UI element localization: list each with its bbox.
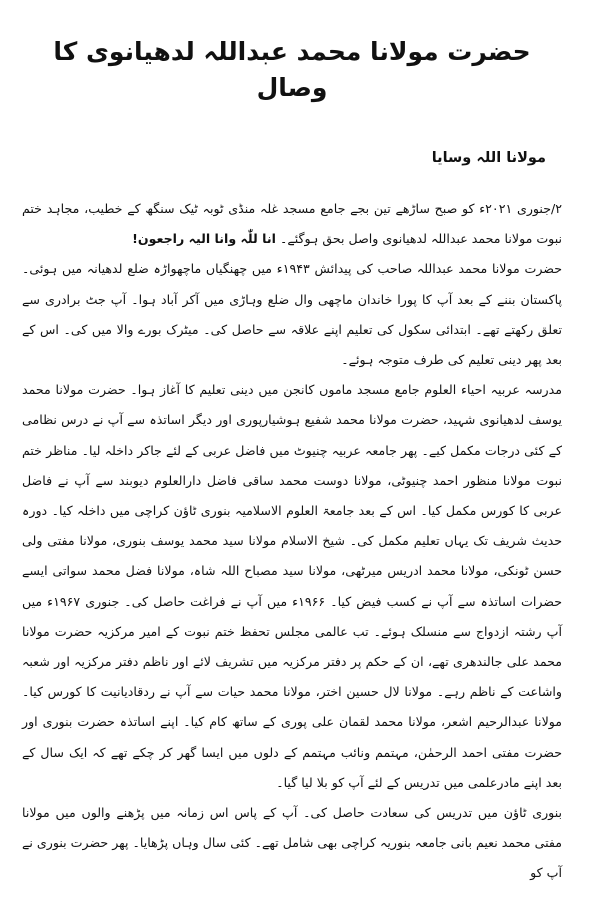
- article-title: حضرت مولانا محمد عبداللہ لدھیانوی کا وصال: [53, 37, 531, 102]
- paragraph-1-text: ۲/جنوری ۲۰۲۱ء کو صبح ساڑھے تین بجے جامع مسجد غلہ منڈی ٹوبہ ٹیک سنگھ کے خطیب، مجاہد ختم نبوت مولانا محمد عبداللہ لدھیانوی واصل بحق ہوگئے۔: [22, 201, 563, 247]
- quranic-phrase: انا للّٰہ وانا الیہ راجعون!: [132, 231, 276, 247]
- paragraph-4: بنوری ٹاؤن میں تدریس کی سعادت حاصل کی۔ آپ کے پاس اس زمانہ میں پڑھنے والوں میں مولانا مفتی محمد نعیم بانی جامعہ بنوریہ کراچی بھی شامل تھے۔ کئی سال وہاں پڑھایا۔ پھر حضرت بنوری نے آپ کو: [22, 805, 562, 881]
- paragraph-3: مدرسہ عربیہ احیاء العلوم جامع مسجد ماموں کانجن میں دینی تعلیم کا آغاز ہوا۔ حضرت مولانا محمد یوسف لدھیانوی شہید، حضرت مولانا محمد شفیع ہوشیارپوری اور دیگر اساتذہ سے آپ نے درس نظامی کے کئی درجات مکمل کیے۔ پھر جامعہ عربیہ چنیوٹ میں فاضل عربی کے لئے جاکر داخلہ لیا۔ مناظر ختم نبوت مولانا منظور احمد چنیوٹی، مولانا دوست محمد ساقی فاضل دارالعلوم دیوبند سے آپ نے فاضل عربی کا کورس مکمل کیا۔ اس کے بعد جامعۃ العلوم الاسلامیہ بنوری ٹاؤن کراچی میں داخلہ کیا۔ دورہ حدیث شریف تک یہاں تعلیم مکمل کی۔ شیخ الاسلام مولانا سید محمد یوسف بنوری، مولانا مفتی ولی حسن ٹونکی، مولانا محمد ادریس میرٹھی، مولانا سید مصباح اللہ شاہ، مولانا فضل محمد سواتی ایسے حضرات اساتذہ سے آپ نے کسب فیض کیا۔ ۱۹۶۶ء میں آپ نے فراغت حاصل کی۔ جنوری ۱۹۶۷ء میں آپ رشتہ ازدواج سے منسلک ہوئے۔ تب عالمی مجلس تحفظ ختم نبوت کے امیر مرکزیہ حضرت مولانا محمد علی جالندھری تھے، ان کے حکم پر دفتر مرکزیہ میں تشریف لائے اور ناظم دفتر مرکزیہ اور شعبہ واشاعت کے ناظم رہے۔ مولانا لال حسین اختر، مولانا محمد حیات سے آپ نے ردقادیانیت کا کورس کیا۔ مولانا عبدالرحیم اشعر، مولانا محمد لقمان علی پوری کے ساتھ کام کیا۔ اپنے اساتذہ حضرت بنوری اور حضرت مفتی احمد الرحمٰن، مہتمم ونائب مہتمم کے دلوں میں ایسا گھر کر چکے تھے کہ ایک سال کے بعد اپنے مادرعلمی میں تدریس کے لئے آپ کو بلا لیا گیا۔: [22, 382, 562, 790]
- article-body: [22, 194, 562, 889]
- article-author: مولانا اللہ وسایا: [431, 150, 546, 166]
- paragraph-1: [22, 194, 562, 254]
- paragraph-2: حضرت مولانا محمد عبداللہ صاحب کی پیدائش ۱۹۴۳ء میں چھنگیاں ماچھواڑہ ضلع لدھیانہ میں ہوئی۔ پاکستان بننے کے بعد آپ کا پورا خاندان ماچھی وال ضلع وہاڑی میں آکر آباد ہوا۔ آپ جٹ برادری سے تعلق رکھتے تھے۔ ابتدائی سکول کی تعلیم اپنے علاقہ سے حاصل کی۔ میٹرک بورے والا میں کی۔ اس کے بعد پھر دینی تعلیم کی طرف متوجہ ہوئے۔: [22, 261, 562, 368]
